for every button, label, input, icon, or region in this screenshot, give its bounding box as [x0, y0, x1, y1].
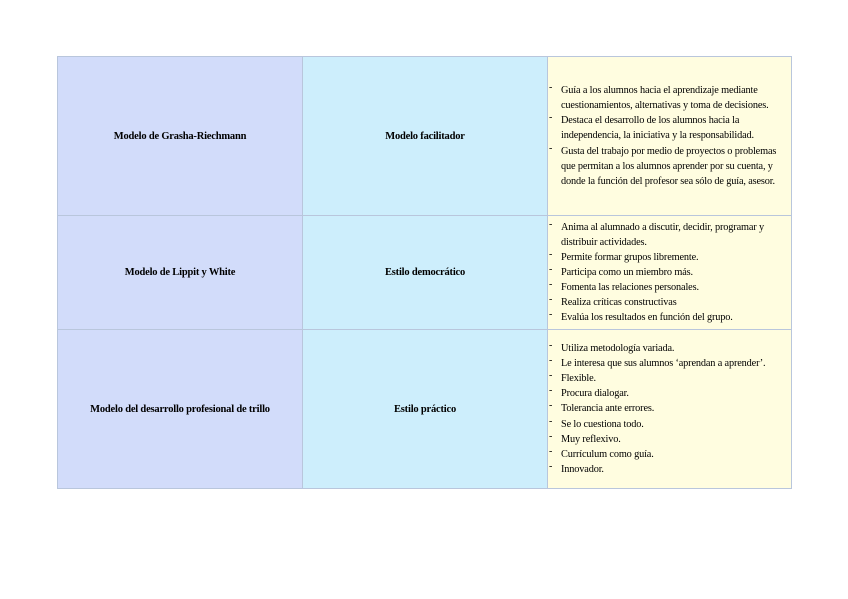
style-name-cell: Modelo facilitador	[303, 57, 548, 216]
dash-bullet-icon: -	[549, 355, 553, 367]
traits-cell	[548, 330, 792, 489]
list-item	[548, 295, 791, 310]
dash-bullet-icon: -	[549, 218, 553, 230]
list-item	[548, 356, 791, 371]
list-item	[548, 83, 791, 113]
table-row	[58, 330, 792, 489]
trait-text: Evalúa los resultados en función del grupo.	[561, 312, 733, 324]
trait-text: Innovador.	[561, 463, 604, 475]
table-row	[58, 216, 792, 330]
trait-text: Procura dialogar.	[561, 388, 629, 400]
list-item	[548, 144, 791, 189]
trait-text: Destaca el desarrollo de los alumnos hacia la independencia, la iniciativa y la responsabilidad.	[561, 115, 754, 142]
trait-text: Fomenta las relaciones personales.	[561, 282, 699, 294]
dash-bullet-icon: -	[549, 460, 553, 472]
dash-bullet-icon: -	[549, 248, 553, 260]
dash-bullet-icon: -	[549, 294, 553, 306]
dash-bullet-icon: -	[549, 430, 553, 442]
trait-text: Le interesa que sus alumnos ‘aprendan a aprender’.	[561, 358, 766, 370]
list-item	[548, 417, 791, 432]
list-item	[548, 250, 791, 265]
list-item	[548, 220, 791, 250]
list-item	[548, 447, 791, 462]
list-item	[548, 310, 791, 325]
trait-text: Flexible.	[561, 373, 596, 385]
style-name-cell: Estilo democrático	[303, 216, 548, 330]
dash-bullet-icon: -	[549, 112, 553, 124]
trait-text: Se lo cuestiona todo.	[561, 418, 644, 430]
trait-text: Tolerancia ante errores.	[561, 403, 655, 415]
dash-bullet-icon: -	[549, 279, 553, 291]
model-name-cell: Modelo de Grasha-Riechmann	[58, 57, 303, 216]
trait-text: Anima al alumnado a discutir, decidir, programar y distribuir actividades.	[561, 221, 764, 248]
trait-text: Realiza críticas constructivas	[561, 297, 677, 309]
list-item	[548, 113, 791, 143]
list-item	[548, 386, 791, 401]
model-name-cell: Modelo del desarrollo profesional de trillo	[58, 330, 303, 489]
trait-text: Muy reflexivo.	[561, 433, 621, 445]
trait-text: Utiliza metodología variada.	[561, 343, 675, 355]
trait-text: Guía a los alumnos hacia el aprendizaje mediante cuestionamientos, alternativas y toma de decisiones.	[561, 85, 769, 112]
trait-text: Gusta del trabajo por medio de proyectos o problemas que permitan a los alumnos aprender por su cuenta, y donde la función del profesor sea sólo de guía, asesor.	[561, 145, 777, 187]
dash-bullet-icon: -	[549, 82, 553, 94]
dash-bullet-icon: -	[549, 340, 553, 352]
dash-bullet-icon: -	[549, 370, 553, 382]
traits-list	[548, 341, 791, 477]
traits-list	[548, 83, 791, 189]
list-item	[548, 341, 791, 356]
model-name-cell: Modelo de Lippit y White	[58, 216, 303, 330]
traits-cell	[548, 216, 792, 330]
trait-text: Permite formar grupos libremente.	[561, 251, 699, 263]
table-row	[58, 57, 792, 216]
list-item	[548, 462, 791, 477]
trait-text: Participa como un miembro más.	[561, 266, 693, 278]
traits-list	[548, 220, 791, 326]
list-item	[548, 371, 791, 386]
traits-cell	[548, 57, 792, 216]
dash-bullet-icon: -	[549, 385, 553, 397]
dash-bullet-icon: -	[549, 445, 553, 457]
list-item	[548, 265, 791, 280]
dash-bullet-icon: -	[549, 263, 553, 275]
dash-bullet-icon: -	[549, 400, 553, 412]
dash-bullet-icon: -	[549, 142, 553, 154]
teaching-models-table	[57, 56, 792, 489]
dash-bullet-icon: -	[549, 309, 553, 321]
list-item	[548, 280, 791, 295]
style-name-cell: Estilo práctico	[303, 330, 548, 489]
trait-text: Currículum como guía.	[561, 448, 654, 460]
list-item	[548, 401, 791, 416]
dash-bullet-icon: -	[549, 415, 553, 427]
list-item	[548, 432, 791, 447]
